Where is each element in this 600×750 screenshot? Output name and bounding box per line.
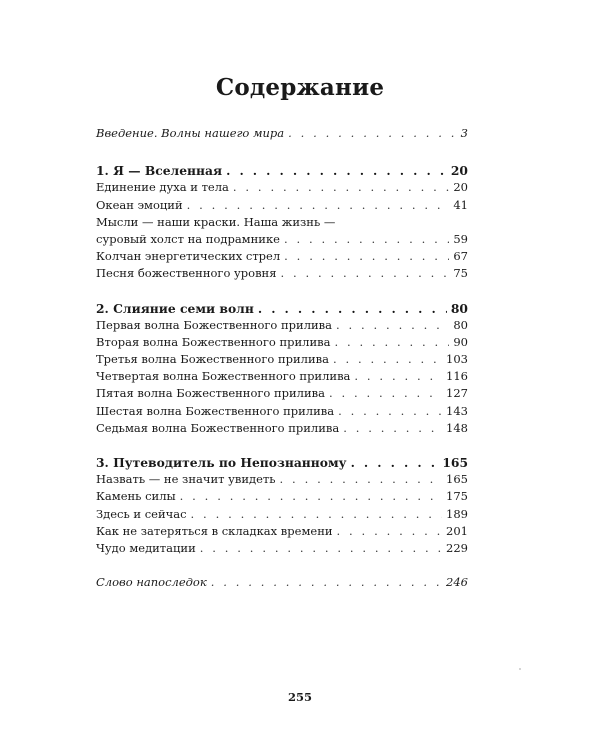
dot-leader — [343, 420, 442, 437]
toc-entry[interactable] — [96, 334, 468, 351]
toc-entry-page: 201 — [446, 523, 468, 538]
toc-entry-page: 116 — [446, 369, 468, 384]
toc-entry-title: Единение духа и тела — [96, 180, 229, 195]
dot-leader — [354, 368, 442, 385]
toc-entry-title: Колчан энергетических стрел — [96, 249, 281, 264]
dot-leader — [233, 179, 449, 196]
toc-entry-title: Седьмая волна Божественного прилива — [96, 420, 340, 435]
dot-leader — [337, 523, 443, 540]
toc-entry-page: 175 — [446, 489, 468, 504]
dot-leader — [288, 125, 457, 142]
dot-leader — [336, 317, 449, 334]
toc-chapter-1[interactable] — [96, 162, 468, 179]
dot-leader — [329, 385, 442, 402]
toc-entry[interactable] — [96, 214, 468, 231]
toc-entry-title: Как не затеряться в складках времени — [96, 523, 333, 538]
toc-entry-title: Мысли — наши краски. Наша жизнь — — [96, 214, 336, 229]
toc-entry-page: 90 — [453, 334, 468, 349]
toc-entry-page: 165 — [446, 472, 468, 487]
toc-entry[interactable] — [96, 506, 468, 523]
toc-entry-page: 103 — [446, 352, 468, 367]
toc-entry-intro[interactable] — [96, 125, 468, 142]
table-of-contents — [96, 125, 468, 591]
dot-leader — [338, 403, 442, 420]
dot-leader — [200, 540, 442, 557]
toc-chapter-2[interactable] — [96, 300, 468, 317]
dot-leader — [258, 300, 447, 317]
toc-entry[interactable] — [96, 265, 468, 282]
toc-entry-page: 80 — [453, 317, 468, 332]
toc-entry[interactable] — [96, 317, 468, 334]
toc-entry[interactable] — [96, 197, 468, 214]
dot-leader — [211, 574, 442, 591]
dot-leader — [187, 197, 450, 214]
toc-entry[interactable] — [96, 368, 468, 385]
chapter-title: 1. Я — Вселенная — [96, 163, 223, 179]
dot-leader — [180, 488, 442, 505]
toc-entry-page: 3 — [460, 126, 468, 140]
dot-leader — [191, 506, 443, 523]
toc-entry[interactable] — [96, 351, 468, 368]
dot-leader — [351, 454, 439, 471]
toc-entry-title: Слово напоследок — [96, 575, 207, 590]
toc-entry-title: Чудо медитации — [96, 540, 196, 555]
toc-entry[interactable] — [96, 403, 468, 420]
chapter-page: 165 — [442, 455, 468, 470]
toc-entry-title: Вторая волна Божественного прилива — [96, 334, 331, 349]
toc-entry-title: Шестая волна Божественного прилива — [96, 403, 335, 418]
dot-leader — [226, 162, 447, 179]
page-title: Содержание — [215, 74, 385, 101]
chapter-title: 3. Путеводитель по Непознанному — [96, 455, 347, 470]
toc-entry-title: Третья волна Божественного прилива — [96, 352, 329, 367]
toc-entry-title: Песня божественного уровня — [96, 266, 277, 281]
toc-entry-continued[interactable] — [96, 231, 468, 248]
toc-entry[interactable] — [96, 420, 468, 437]
toc-entry-page: 189 — [446, 506, 468, 521]
toc-entry-title: суровый холст на подрамнике — [96, 231, 280, 246]
scan-speck — [519, 668, 521, 670]
toc-entry-afterword[interactable] — [96, 574, 468, 591]
toc-entry-page: 143 — [446, 403, 468, 418]
toc-entry-page: 20 — [453, 180, 468, 195]
toc-entry[interactable] — [96, 248, 468, 265]
toc-entry-page: 41 — [453, 197, 468, 212]
toc-entry-page: 229 — [446, 540, 468, 555]
toc-entry-title: Пятая волна Божественного прилива — [96, 386, 325, 401]
toc-entry-title: Камень силы — [96, 489, 176, 504]
toc-entry-page: 75 — [453, 266, 468, 281]
toc-entry-page: 246 — [446, 575, 468, 590]
toc-entry-title: Здесь и сейчас — [96, 506, 187, 521]
toc-entry-title: Назвать — не значит увидеть — [96, 472, 276, 487]
toc-entry-page: 127 — [446, 386, 468, 401]
dot-leader — [333, 351, 442, 368]
toc-entry[interactable] — [96, 385, 468, 402]
page-number: 255 — [287, 690, 312, 704]
toc-entry-page: 59 — [453, 231, 468, 246]
toc-entry-page: 148 — [446, 420, 468, 435]
toc-entry-title: Четвертая волна Божественного прилива — [96, 369, 351, 384]
toc-entry[interactable] — [96, 523, 468, 540]
toc-entry[interactable] — [96, 471, 468, 488]
dot-leader — [284, 248, 449, 265]
toc-entry-title: Первая волна Божественного прилива — [96, 317, 333, 332]
toc-entry-title: Введение. Волны нашего мира — [96, 126, 285, 140]
toc-entry[interactable] — [96, 179, 468, 196]
toc-entry-page: 67 — [453, 249, 468, 264]
toc-entry[interactable] — [96, 540, 468, 557]
toc-entry[interactable] — [96, 488, 468, 505]
dot-leader — [284, 231, 449, 248]
dot-leader — [334, 334, 449, 351]
dot-leader — [280, 265, 449, 282]
toc-chapter-3[interactable] — [96, 454, 468, 471]
chapter-page: 80 — [450, 300, 468, 316]
chapter-title: 2. Слияние семи волн — [96, 300, 254, 316]
chapter-page: 20 — [450, 163, 468, 179]
dot-leader — [280, 471, 443, 488]
toc-entry-title: Океан эмоций — [96, 197, 183, 212]
